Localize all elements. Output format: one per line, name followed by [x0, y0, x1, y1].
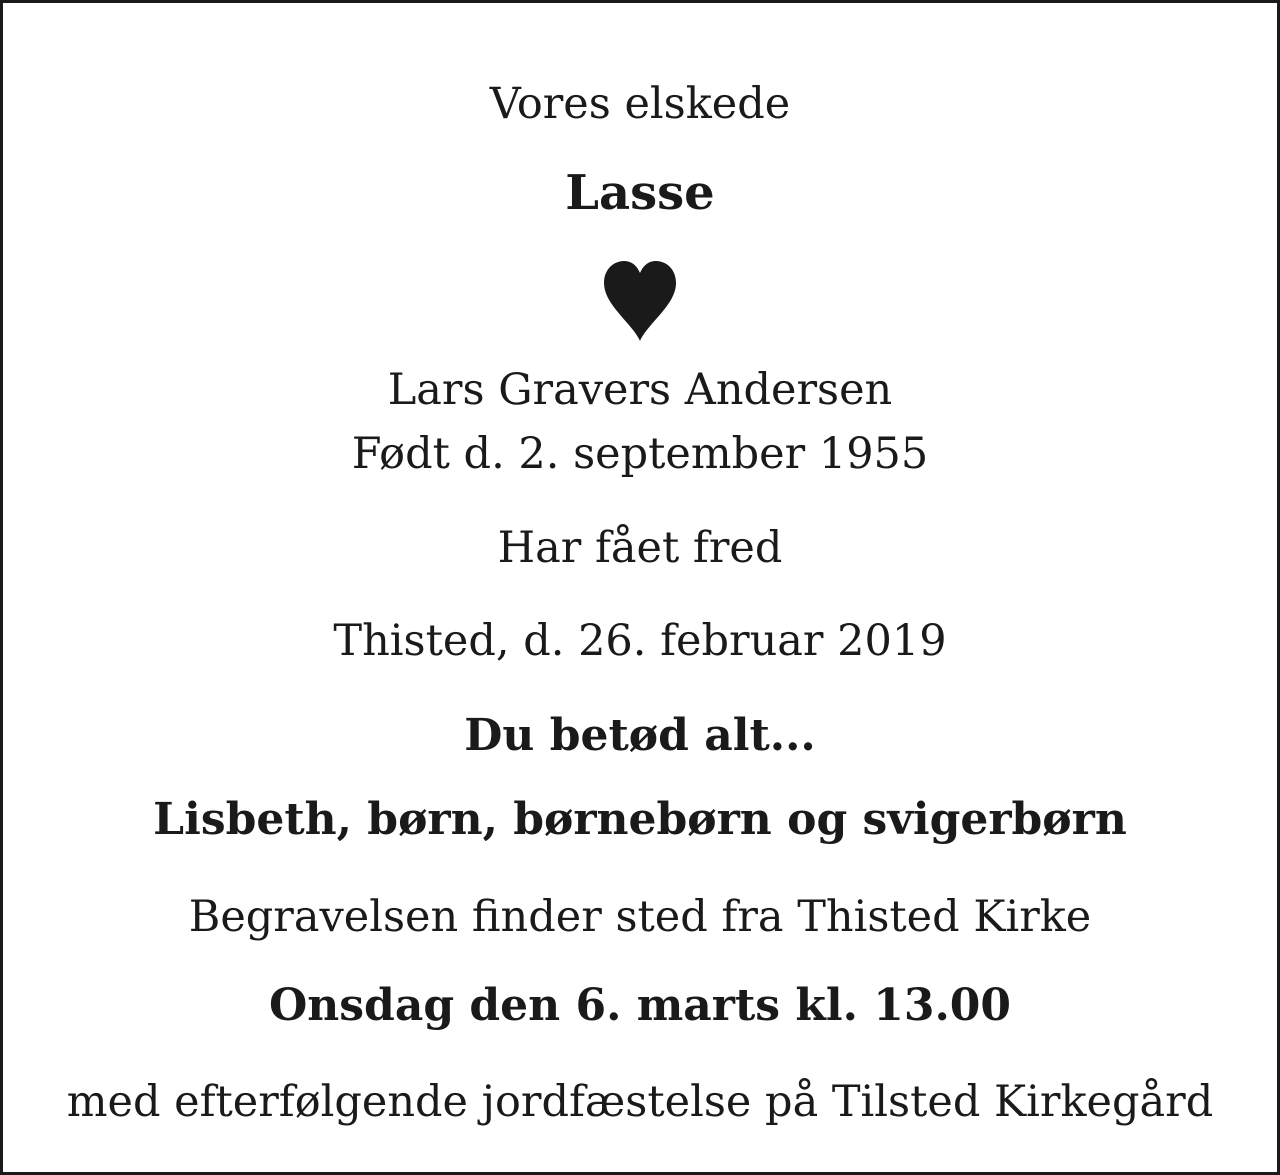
heart-icon — [3, 261, 1277, 341]
funeral-time-text: Onsdag den 6. marts kl. 13.00 — [268, 980, 1012, 1031]
funeral-place-text: Begravelsen finder sted fra Thisted Kirke — [188, 892, 1092, 942]
place-date-text: Thisted, d. 26. februar 2019 — [333, 616, 947, 666]
intro-text: Vores elskede — [489, 79, 791, 129]
heart-icon-svg — [602, 261, 678, 341]
full-name-text: Lars Gravers Andersen — [387, 365, 893, 415]
passed-text: Har fået fred — [497, 523, 783, 573]
nickname-heading: Lasse — [565, 165, 715, 221]
family-signature: Lisbeth, børn, børnebørn og svigerbørn — [153, 794, 1127, 845]
burial-text: med efterfølgende jordfæstelse på Tilsted Kirkegård — [66, 1077, 1214, 1127]
farewell-heading: Du betød alt... — [464, 710, 816, 761]
birth-date-text: Født d. 2. september 1955 — [351, 429, 929, 479]
